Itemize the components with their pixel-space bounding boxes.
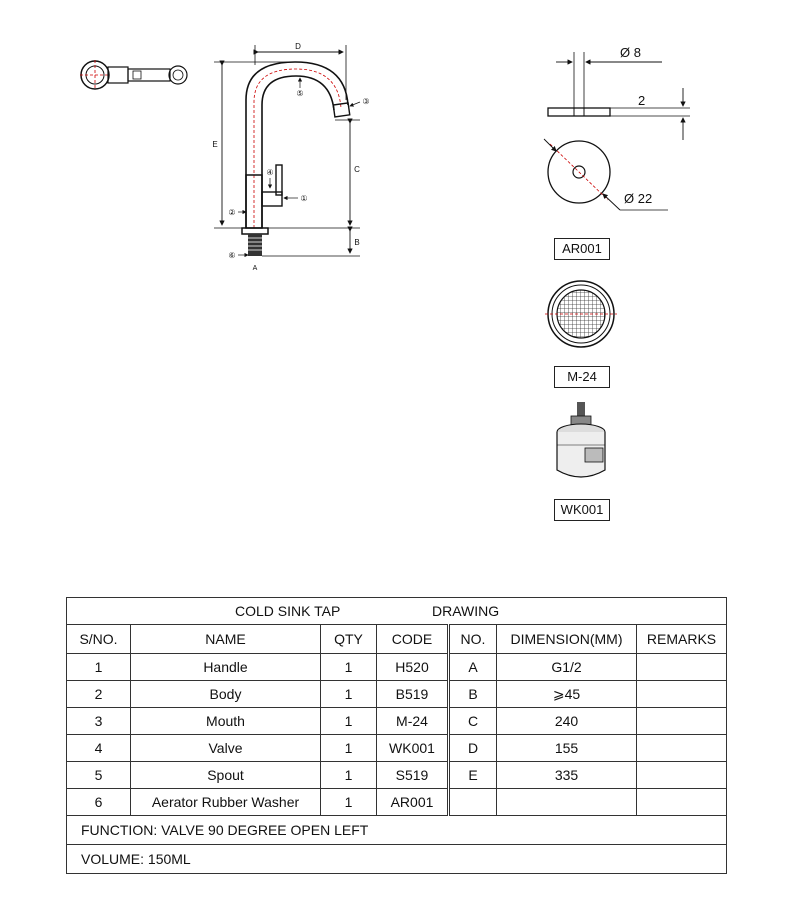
row-code: H520 — [377, 654, 449, 681]
row-name: Aerator Rubber Washer — [131, 789, 321, 816]
col-qty: QTY — [321, 625, 377, 654]
row-no — [449, 789, 497, 816]
row-no: C — [449, 708, 497, 735]
row-name: Body — [131, 681, 321, 708]
row-no: B — [449, 681, 497, 708]
callout-5: ⑤ — [296, 89, 304, 98]
dim-c-label: C — [354, 165, 360, 174]
valve-code-box: WK001 — [554, 499, 610, 521]
row-code: AR001 — [377, 789, 449, 816]
row-remarks — [637, 654, 727, 681]
row-qty: 1 — [321, 681, 377, 708]
row-no: E — [449, 762, 497, 789]
row-sno: 3 — [67, 708, 131, 735]
row-dimension: G1/2 — [497, 654, 637, 681]
function-row — [67, 816, 727, 845]
washer-code-box: AR001 — [554, 238, 610, 260]
callout-3: ③ — [362, 97, 370, 106]
valve-drawing — [557, 402, 605, 477]
row-remarks — [637, 708, 727, 735]
row-code: B519 — [377, 681, 449, 708]
row-qty: 1 — [321, 654, 377, 681]
row-dimension: 335 — [497, 762, 637, 789]
row-qty: 1 — [321, 708, 377, 735]
row-sno: 5 — [67, 762, 131, 789]
function-text: FUNCTION: VALVE 90 DEGREE OPEN LEFT — [67, 816, 727, 845]
row-remarks — [637, 789, 727, 816]
row-no: D — [449, 735, 497, 762]
col-remarks: REMARKS — [637, 625, 727, 654]
row-qty: 1 — [321, 735, 377, 762]
row-dimension: ⩾45 — [497, 681, 637, 708]
table-row — [67, 789, 727, 816]
row-code: WK001 — [377, 735, 449, 762]
callout-1: ① — [300, 194, 308, 203]
row-name: Handle — [131, 654, 321, 681]
row-remarks — [637, 681, 727, 708]
table-row — [67, 735, 727, 762]
dim-e-label: E — [212, 140, 218, 149]
row-sno: 6 — [67, 789, 131, 816]
table-title-cell — [67, 598, 727, 625]
mouth-code-box: M-24 — [554, 366, 610, 388]
row-name: Spout — [131, 762, 321, 789]
spec-table — [66, 597, 727, 874]
table-row — [67, 681, 727, 708]
row-code: M-24 — [377, 708, 449, 735]
row-sno: 1 — [67, 654, 131, 681]
washer-outer-dia: Ø 22 — [624, 191, 653, 206]
volume-row — [67, 845, 727, 874]
table-row — [67, 708, 727, 735]
callout-2: ② — [228, 208, 236, 217]
row-qty: 1 — [321, 789, 377, 816]
table-header-row — [67, 625, 727, 654]
row-dimension: 155 — [497, 735, 637, 762]
dim-b-label: B — [354, 238, 360, 247]
col-dimension: DIMENSION(MM) — [497, 625, 637, 654]
row-code: S519 — [377, 762, 449, 789]
washer-drawing — [544, 45, 690, 210]
washer-inner-dia: Ø 8 — [620, 45, 641, 60]
callout-6: ⑥ — [228, 251, 236, 260]
dim-a-label: A — [252, 265, 258, 272]
table-row — [67, 654, 727, 681]
col-no: NO. — [449, 625, 497, 654]
col-code: CODE — [377, 625, 449, 654]
row-no: A — [449, 654, 497, 681]
callout-4: ④ — [266, 168, 274, 177]
tap-side-view — [212, 42, 369, 272]
mouth-drawing — [545, 281, 617, 347]
col-name: NAME — [131, 625, 321, 654]
dim-d-label: D — [295, 42, 301, 51]
volume-text: VOLUME: 150ML — [67, 845, 727, 874]
row-sno: 2 — [67, 681, 131, 708]
row-name: Mouth — [131, 708, 321, 735]
row-dimension: 240 — [497, 708, 637, 735]
row-dimension — [497, 789, 637, 816]
tap-top-view — [80, 60, 187, 90]
table-title-right: DRAWING — [432, 603, 500, 619]
col-sno: S/NO. — [67, 625, 131, 654]
washer-thickness: 2 — [638, 93, 646, 108]
row-sno: 4 — [67, 735, 131, 762]
table-title-row — [67, 598, 727, 625]
row-remarks — [637, 735, 727, 762]
table-title-left: COLD SINK TAP — [235, 603, 341, 619]
row-remarks — [637, 762, 727, 789]
row-name: Valve — [131, 735, 321, 762]
table-row — [67, 762, 727, 789]
row-qty: 1 — [321, 762, 377, 789]
